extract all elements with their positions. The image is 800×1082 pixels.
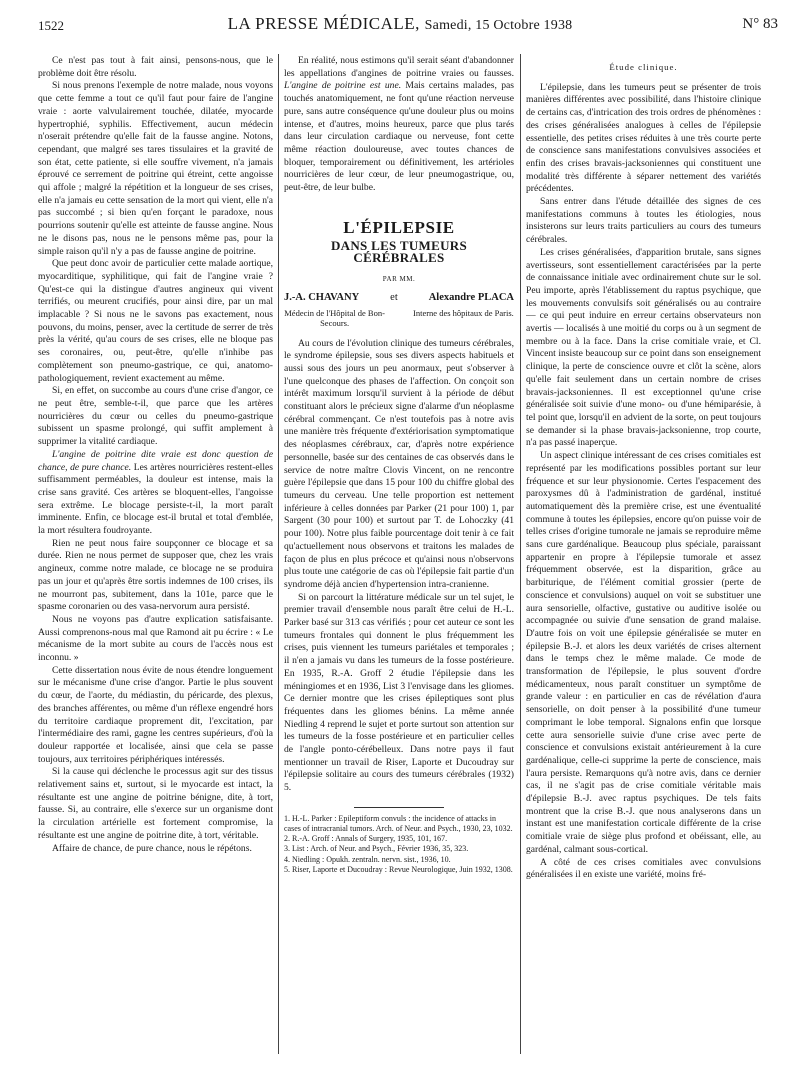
footnote: 5. Riser, Laporte et Ducoudray : Revue Neurologique, Juin 1932, 1308. <box>284 864 513 874</box>
column-middle <box>284 55 514 1071</box>
paragraph: Au cours de l'évolution clinique des tumeurs cérébrales, le syndrome épilepsie, sous ses divers aspects habituels et aussi sous des jours un peu anormaux, peut s'observer à l'une quelconque des phases de l'affection. On conçoit son intérêt maximum lorsqu'il survient à la période de début constituant alors le précieux signe d'alarme d'un néoplasme cérébral commençant. Ce n'est toutefois pas à notre avis une manière très fréquente d'extériorisation symptomatique des néoplasmes cérébraux, car, d'après notre expérience personnelle, basée sur des centaines de cas observés dans le service de notre maître Clovis Vincent, on ne rencontre guère l'épilepsie que dans 15 pour 100 du chiffre global des tumeurs du cerveau. Une telle proportion est nettement inférieure à celles données par Parker (21 pour 100) 1, par Sargent (30 pour 100) et surtout par T. de Lohoczky (41 pour 100). Notre plus faible pourcentage doit tenir à ce fait qu'actuellement nous observons et traitons les malades de façon de plus en plus précoce et qu'ainsi nous n'observons plus toute une catégorie de cas où l'épilepsie fait partie d'un syndrome déjà ancien d'hypertension intra-cranienne. <box>284 337 514 590</box>
paragraph: A côté de ces crises comitiales avec convulsions généralisées il en existe une variété, moins fré- <box>526 856 761 881</box>
footnote: 2. R.-A. Groff : Annals of Surgery, 1935, 101, 167. <box>284 834 448 844</box>
byline-prefix: PAR MM. <box>382 275 416 284</box>
journal-name: LA PRESSE MÉDICALE, <box>227 14 420 33</box>
journal-title-line <box>18 14 782 34</box>
paragraph: Ce n'est pas tout à fait ainsi, pensons-nous, que le problème doit être résolu. <box>38 55 273 79</box>
paragraph-text: Les artères nourricières restent-elles suffisamment perméables, la douleur est intense, mais la crise sans gravité. Ces artères se bloquent-elles, l'angoisse sera extrême. Le blocage persiste-t-il, la mort paraît imminente. Enfin, ce blocage est-il brutal et total d'emblée, la mort résultera foudroyante. <box>38 461 273 537</box>
paragraph: Un aspect clinique intéressant de ces crises comitiales est représenté par les modifications possibles portant sur leur fréquence et sur leur physionomie. Certes l'espacement des paroxysmes dû à l'administration de gardénal, institué automatiquement dès la première crise, est une éventualité commune à toutes les épilepsies, encore qu'on puisse voir de telles crises d'origine tumorale ne jamais se reproduire même sans cure gardénalique. Beaucoup plus spéciale, paraissant appartenir en propre à l'épilepsie tumorale et assez fréquemment observée, est la disparition, grâce au barbiturique, de l'élément comitial grossier (perte de conscience et convulsions) auquel on voit se substituer une aura sensorielle, olfactive, gustative ou auditive isolée ou accompagnée ou suivie d'une sensation de grand malaise. D'autre fois on voit une épilepsie généralisée se muter en épilepsie B.-J. et alors les deux variétés de crises alternent dans le temps chez le même malade. Ce mode de transformation de l'épilepsie, le plus souvent d'ordre médicamenteux, nous paraît constituer un symptôme de grande valeur : en particulier en cas de révélation d'aura sensorielle, on doit penser à la possibilité d'une tumeur comprimant le lobe temporal. Signalons enfin que lorsque cette aura sensorielle suivie d'une crise avec perte de conscience et convulsions existait antérieurement à la cure gardénalique, celle-ci supprime la perte de conscience, mais l'aura persiste. Remarquons qu'à notre avis, dans ce dernier cas, il ne s'agit pas de crise comitiale véritable mais d'épilepsie B.-J. avec raptus psychiques. De tels faits montrent que la crise B.-J. que nous analyserons dans un instant est une manifestation corticale différente de la crise comitiale vraie de siège plus profond et obéissant, elle, au gardénal, calmant sous-cortical. <box>526 450 761 855</box>
author-line <box>284 292 514 305</box>
paragraph: Si nous prenons l'exemple de notre malade, nous voyons que cette femme a tout ce qu'il faut pour faire de l'angine vraie : aorte valvulairement touchée, dilatée, myocarde hypertrophié, syphilis. Effectivement, aucun médecin n'oserait prétendre qu'elle fait de la fausse angine. Notons, cependant, que malgré ses tares tissulaires et la gravité de son état, cette patiente, si elle souffre vivement, n'a jamais éprouvé ce serrement de poitrine qui étreint, cette angoisse qui affole ; malgré la répétition et la longueur de ses crises, elle n'a jamais eu cette sensation de la mort qui vient, elle n'a pas succombé ; si bien qu'en forçant le paradoxe, nous pourrions soutenir qu'elle est atteinte de fausse angine. Nous ne le disons pas, nous ne le pensons même pas, pour la simple raison qu'il n'y a pas de fausse angine de poitrine. <box>38 80 273 257</box>
column-left <box>38 55 273 1055</box>
paragraph <box>284 55 514 195</box>
issue-number: N° 83 <box>742 16 778 32</box>
italic-phrase: L'angine de poitrine est une. <box>284 80 402 92</box>
author-2: Alexandre PLACA <box>428 291 514 303</box>
column-right <box>526 55 761 1055</box>
paragraph: Les crises généralisées, d'apparition brutale, sans signes avertisseurs, sont essentiellement caractérisées par la perte de connaissance initiale avec ordinairement chute sur le sol. Peu importe, après l'établissement du raptus psychique, que les mouvements convulsifs soit généralisés ou au contraire — ce qui peut induire en erreur certains observateurs non avertis — localisés à une moitié du corps ou à un segment de membre ou à la face. Dans la crise comitiale vraie, et Cl. Vincent insiste beaucoup sur ce point dans son enseignement clinique, la perte de conscience ouvre et clôt la scène, alors qu'elle fait seulement dans un certain nombre de crises bravais-jacksoniennes. Il est exceptionnel qu'une crise généralisée soit suivie d'une mono- ou d'une hémiparésie, à tel point que, lorsqu'il en advient de la sorte, on peut toujours se demander si la phase bravais-jacksonienne, trop courte, n'a pas passé inaperçue. <box>526 246 761 449</box>
paragraph-text: Mais certains malades, pas touchés anatomiquement, ne font qu'une réaction nerveuse pure, sans autre conséquence qu'une douleur plus ou moins intense, et d'autres, moins heureux, parce que plus tarés dans leur circulation cardiaque ou nerveuse, font cette même réaction douloureuse, avec toutes chances de bloquer, temporairement ou définitivement, les artérioles nourricières de leur cœur, de leur pneumogastrique, ou, peut-être, de leur bulbe. <box>284 80 514 194</box>
paragraph: Si, en effet, on succombe au cours d'une crise d'angor, ce ne peut être, semble-t-il, que parce que les artères nourricières du cœur ou celles du pneumo-gastrique subissent un spasme prolongé, qui suffit amplement à supprimer la vitalité cardiaque. <box>38 385 273 448</box>
footnotes <box>284 814 514 875</box>
page-number: 1522 <box>38 18 64 33</box>
article-subtitle: DANS LES TUMEURS CÉRÉBRALES <box>330 237 468 266</box>
affiliation-2: Interne des hôpitaux de Paris. <box>413 307 514 318</box>
affiliation-1: Médecin de l'Hôpital de Bon-Secours. <box>284 307 385 328</box>
running-header <box>18 14 782 40</box>
article-title: L'ÉPILEPSIE <box>343 217 455 237</box>
paragraph: Si on parcourt la littérature médicale sur un tel sujet, le premier travail d'ensemble nous paraît être celui de H.-L. Parker basé sur 313 cas vérifiés ; pour cet auteur ce sont les tumeurs frontales qui donnent le plus fréquemment les crises, puis viennent les tumeurs pariétales et temporales ; il n'en a jamais vu dans les tumeurs de la fosse postérieure. En 1935, R.-A. Groff 2 étudie l'épilepsie dans les méningiomes et en 1936, List 3 l'envisage dans les gliomes. Ce dernier montre que les crises épileptiques sont plus fréquentes dans les gliomes bénins. La même année Niedling 4 reprend le sujet et porte surtout son attention sur les tumeurs de la fosse postérieure et en particulier celles de l'angle ponto-cérébelleux. Dans notre pays il faut mentionner un travail de Riser, Laporte et Ducoudray sur l'épilepsie solitaire au cours des tumeurs cérébrales (1932) 5. <box>284 591 514 794</box>
affiliations <box>284 308 514 328</box>
paragraph-text: En réalité, nous estimons qu'il serait séant d'abandonner les appellations d'angines de poitrine vraies ou fausses. <box>284 55 514 79</box>
issue-date: Samedi, 15 Octobre 1938 <box>424 18 573 33</box>
footnote: 3. List : Arch. of Neur. and Psych., Février 1936, 35, 323. <box>284 844 469 854</box>
paragraph: L'épilepsie, dans les tumeurs peut se présenter de trois manières différentes avec possibilité, dans l'histoire clinique de certains cas, d'intrication des trois ordres de phénomènes : des crises généralisées analogues à celles de l'épilepsie essentielle, des petites crises réduites à une très courte perte de conscience sans manifestations convulsives associées et enfin des crises bravais-jacksoniennes qui constituent une modalité très différente à séparer nettement des variétés précédentes. <box>526 81 761 195</box>
author-1: J.-A. CHAVANY <box>284 291 360 303</box>
footnote: 4. Niedling : Opukh. zentraln. nervn. sist., 1936, 10. <box>284 854 451 864</box>
footnote: 1. H.-L. Parker : Epileptiform convuls : the incidence of attacks in cases of intracranial tumors. Arch. of Neur. and Psych., 1930, 23, 1032. <box>284 813 513 834</box>
paragraph: Nous ne voyons pas d'autre explication satisfaisante. Aussi comprenons-nous mal que Ramond ait pu écrire : « Le mécanisme de la mort subite au cours de l'accès nous est inconnu. » <box>38 613 273 664</box>
article-title-block <box>284 217 514 328</box>
paragraph: Si la cause qui déclenche le processus agit sur des tissus relativement sains et, surtout, si le myocarde est intact, la résultante est une angine de poitrine bénigne, dite, à tort, fausse. Si, au contraire, elle s'exerce sur un organisme dont la circulation artérielle est fortement compromise, la résultante est une angine de poitrine dite, à tort, véritable. <box>38 766 273 841</box>
paragraph: Cette dissertation nous évite de nous étendre longuement sur le mécanisme d'une crise d'angor. Partie le plus souvent du cœur, de l'aorte, du médiastin, du péricarde, des plexus, des branches afférentes, ou même d'un réflexe engendré hors du territoire cardiaque proprement dit, l'excitation, par l'intermédiaire des rami, gagne les centres supérieurs, d'où la douleur rapportée et localisée, ainsi que cela se passe toujours, aux territoires périphériques intéressés. <box>38 664 273 765</box>
paragraph: Que peut donc avoir de particulier cette malade aortique, myocarditique, syphilitique, qui fait de l'angine vraie ? Qu'est-ce qui la distingue d'autres angineux qui vivent terrifiés, ou meurent crucifiés, pour ainsi dire, par un mal implacable ? Si nous ne le savons pas exactement, nous pouvons, du moins, penser, avec la certitude de serrer de très près la vérité, qu'au cours de ses crises, elle ne bloque pas ses coronaires, ou, peut-être, qu'elle n'inhibe pas complètement son pneumo-gastrique, ce qui, anatomo-pathologiquement, revient exactement au même. <box>38 258 273 384</box>
column-divider-right <box>520 54 521 1054</box>
section-heading: Étude clinique. <box>609 62 678 72</box>
footnote-rule <box>354 807 444 808</box>
paragraph: Affaire de chance, de pure chance, nous le répétons. <box>52 842 252 854</box>
paragraph: Sans entrer dans l'étude détaillée des signes de ces manifestations communs à toutes les étiologies, nous insisterons sur leurs traits particuliers au cours des tumeurs cérébrales. <box>526 196 761 246</box>
paragraph <box>38 449 273 538</box>
author-conjunction: et <box>390 291 398 303</box>
paragraph: Rien ne peut nous faire soupçonner ce blocage et sa durée. Rien ne nous permet de supposer que, chez les vrais angineux, comme notre malade, ce blocage ne se produira pas un jour et qu'après être sortis indemnes de 100 crises, ils ne mourront pas, subitement, dans la 101e, parce que le spasme coronarien ou des vasa-nervorum aura persisté. <box>38 537 273 613</box>
italic-phrase: L'angine de poitrine dite vraie est donc question de chance, de pure chance. <box>38 448 273 473</box>
column-divider-left <box>278 54 279 1054</box>
